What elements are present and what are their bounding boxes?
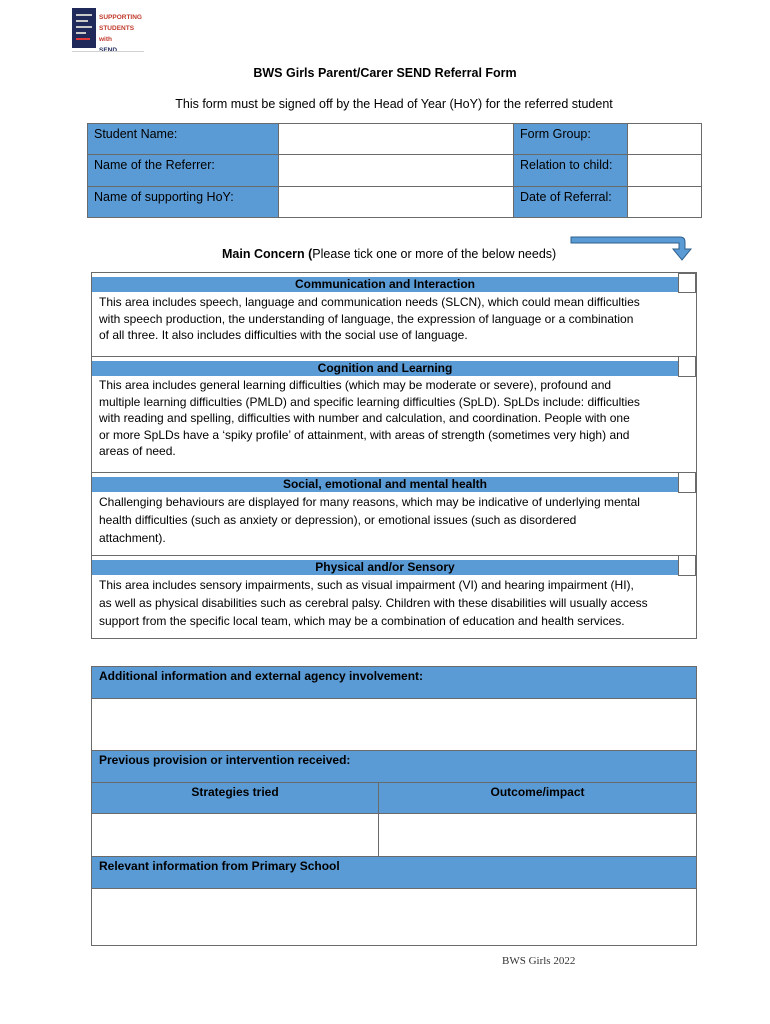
text-line: with reading and spelling, difficulties with number and calculation, and coordination. People with one bbox=[99, 411, 630, 426]
text-line: or more SpLDs have a ‘spiky profile’ of attainment, with areas of strength (sometimes very high) and bbox=[99, 427, 630, 442]
text-line: Challenging behaviours are displayed for many reasons, which may be indicative of underlying mental bbox=[99, 495, 640, 509]
text-line: This area includes speech, language and communication needs (SLCN), which could mean difficulties bbox=[99, 295, 640, 309]
text-line: This area includes general learning difficulties (which may be moderate or severe), profound and bbox=[99, 378, 612, 392]
text-line: health difficulties (such as anxiety or depression), or emotional issues (such as disordered bbox=[99, 513, 577, 527]
text-line: of all three. It also includes difficulties with the social use of language. bbox=[99, 328, 468, 343]
referrer-label: Name of the Referrer: bbox=[87, 154, 279, 187]
form-group-label: Form Group: bbox=[513, 123, 628, 155]
previous-provision-label: Previous provision or intervention received: bbox=[91, 750, 697, 783]
need-text-physical bbox=[92, 576, 696, 630]
need-text-communication bbox=[92, 294, 696, 344]
logo bbox=[72, 8, 144, 50]
outcome-header: Outcome/impact bbox=[378, 782, 697, 814]
tickbox-cognition[interactable] bbox=[678, 356, 696, 377]
text-line: areas of need. bbox=[99, 444, 176, 459]
page-subtitle: This form must be signed off by the Head of Year (HoY) for the referred student bbox=[175, 97, 613, 111]
relation-field[interactable] bbox=[627, 154, 702, 187]
relation-label: Relation to child: bbox=[513, 154, 628, 187]
strategies-field[interactable] bbox=[91, 813, 379, 857]
text-line: multiple learning difficulties (PMLD) and specific learning difficulties (SpLD). SpLDs include: difficulties bbox=[99, 394, 640, 409]
main-concern-heading bbox=[222, 247, 556, 261]
logo-line-1: SUPPORTING bbox=[99, 14, 142, 21]
additional-info-label: Additional information and external agency involvement: bbox=[91, 666, 697, 699]
hoy-field[interactable] bbox=[278, 186, 514, 218]
main-concern-rest: Please tick one or more of the below needs) bbox=[312, 247, 557, 261]
additional-info-field[interactable] bbox=[91, 698, 697, 751]
student-name-field[interactable] bbox=[278, 123, 514, 155]
strategies-header: Strategies tried bbox=[91, 782, 379, 814]
text-line: attachment). bbox=[99, 531, 166, 545]
outcome-field[interactable] bbox=[378, 813, 697, 857]
hoy-label: Name of supporting HoY: bbox=[87, 186, 279, 218]
logo-line-2: STUDENTS with bbox=[99, 25, 135, 43]
tickbox-physical[interactable] bbox=[678, 555, 696, 576]
need-title-physical: Physical and/or Sensory bbox=[92, 560, 678, 575]
bent-arrow-icon bbox=[568, 233, 698, 263]
text-line: as well as physical disabilities such as cerebral palsy. Children with these disabilities will usually access bbox=[99, 596, 648, 610]
text-line: This area includes sensory impairments, such as visual impairment (VI) and hearing impairment (HI), bbox=[99, 578, 634, 592]
need-title-cognition: Cognition and Learning bbox=[92, 361, 678, 376]
date-field[interactable] bbox=[627, 186, 702, 218]
primary-school-label: Relevant information from Primary School bbox=[91, 856, 697, 889]
date-label: Date of Referral: bbox=[513, 186, 628, 218]
footer-text: BWS Girls 2022 bbox=[502, 955, 576, 967]
text-line: support from the specific local team, which may be a combination of education and health services. bbox=[99, 614, 625, 628]
need-title-communication: Communication and Interaction bbox=[92, 277, 678, 292]
need-text-cognition bbox=[92, 377, 696, 460]
need-title-social: Social, emotional and mental health bbox=[92, 477, 678, 492]
referrer-field[interactable] bbox=[278, 154, 514, 187]
form-group-field[interactable] bbox=[627, 123, 702, 155]
need-text-social bbox=[92, 493, 696, 547]
page-title: BWS Girls Parent/Carer SEND Referral Form bbox=[253, 66, 517, 80]
student-name-label: Student Name: bbox=[87, 123, 279, 155]
logo-emblem bbox=[72, 8, 96, 48]
primary-school-field[interactable] bbox=[91, 888, 697, 946]
text-line: with speech production, the understanding of language, the expression of language or a combination bbox=[99, 311, 634, 326]
main-concern-bold: Main Concern ( bbox=[222, 247, 313, 261]
tickbox-communication[interactable] bbox=[678, 273, 696, 293]
tickbox-social[interactable] bbox=[678, 472, 696, 493]
